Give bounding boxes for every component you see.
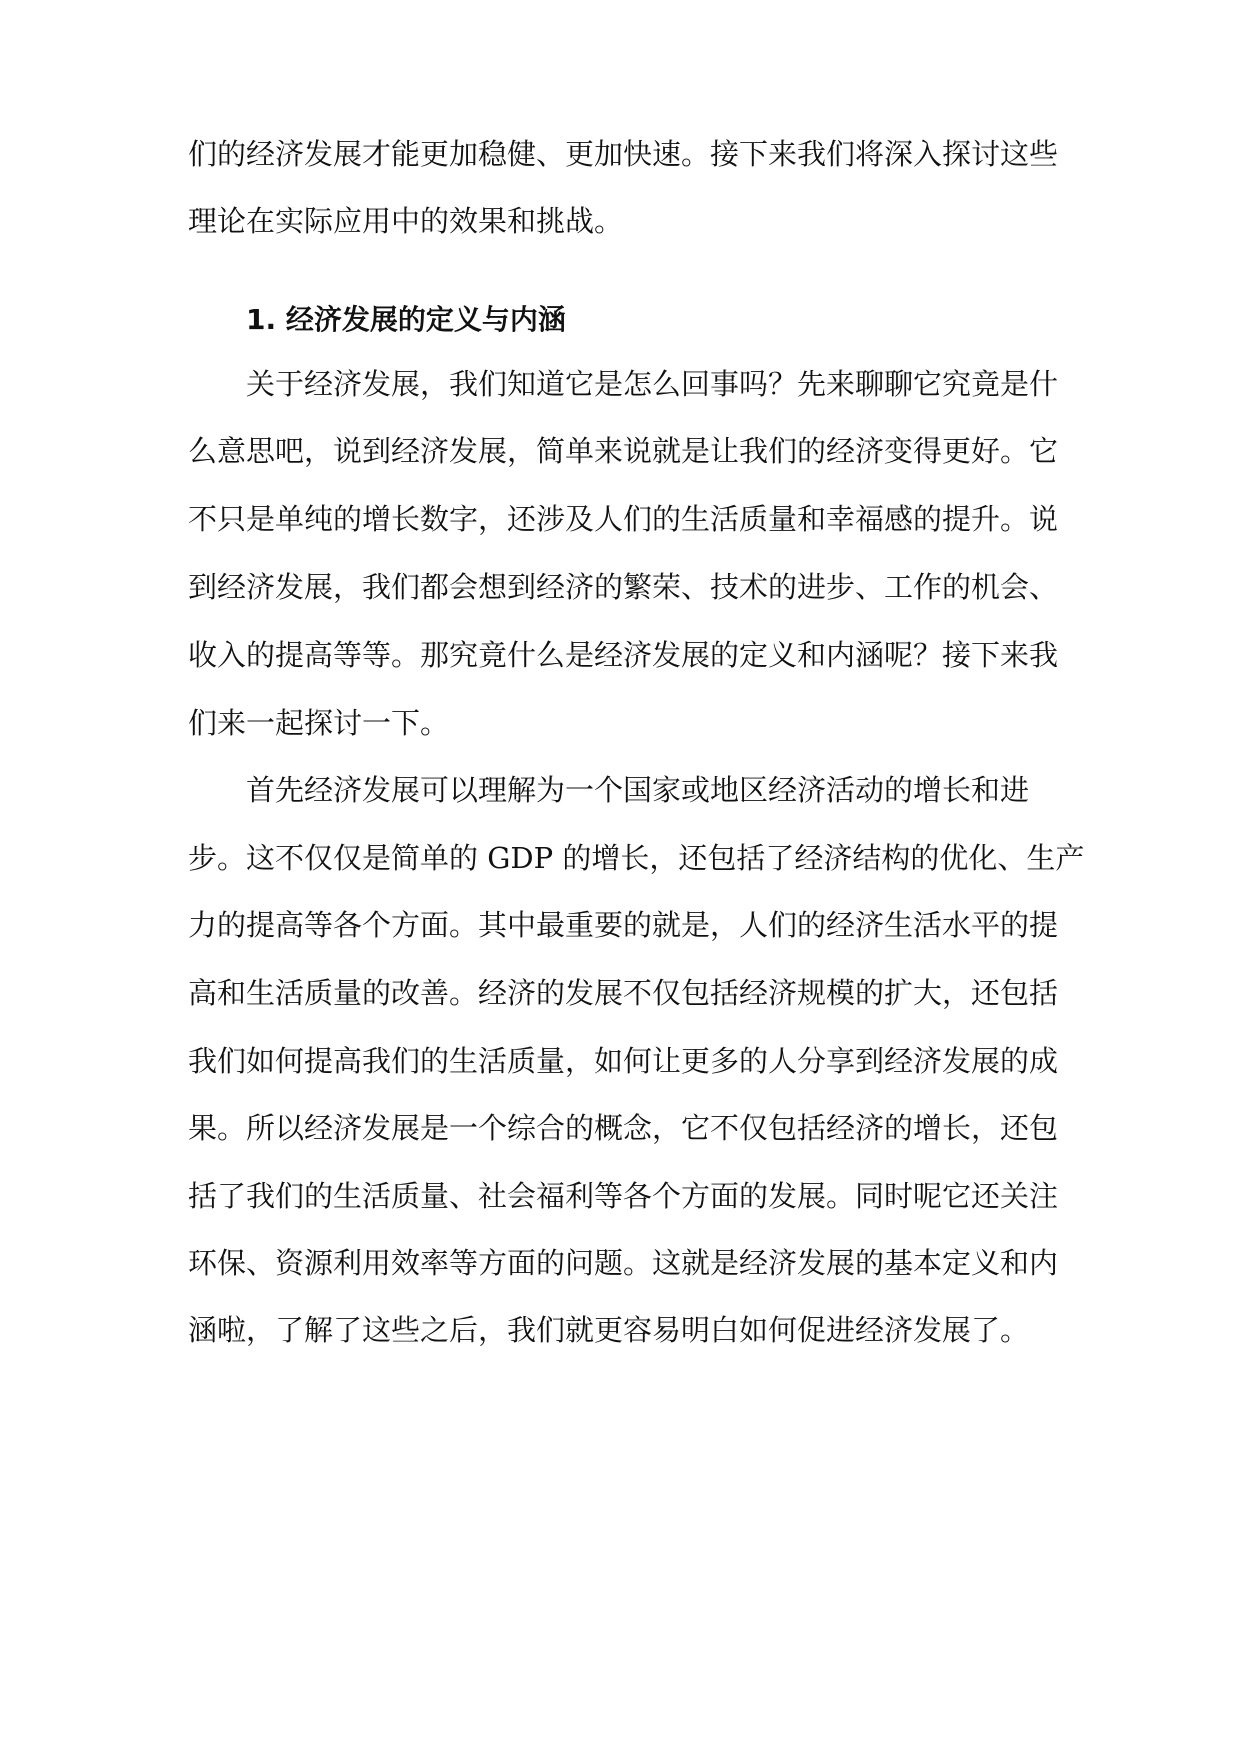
text-line: 到经济发展，我们都会想到经济的繁荣、技术的进步、工作的机会、: [188, 570, 1059, 604]
text-line: 括了我们的生活质量、社会福利等各个方面的发展。同时呢它还关注: [188, 1179, 1059, 1213]
text-line: 收入的提高等等。那究竟什么是经济发展的定义和内涵呢？接下来我: [188, 638, 1059, 672]
text-line: 环保、资源利用效率等方面的问题。这就是经济发展的基本定义和内: [188, 1246, 1059, 1280]
text-line: 步。这不仅仅是简单的 GDP 的增长，还包括了经济结构的优化、生产: [188, 841, 1085, 875]
text-line: 们来一起探讨一下。: [188, 706, 450, 740]
section-heading: 1. 经济发展的定义与内涵: [246, 303, 566, 336]
text-line: 涵啦，了解了这些之后，我们就更容易明白如何促进经济发展了。: [188, 1313, 1030, 1347]
text-line: 理论在实际应用中的效果和挑战。: [188, 204, 624, 238]
text-line: 我们如何提高我们的生活质量，如何让更多的人分享到经济发展的成: [188, 1044, 1059, 1078]
text-line: 们的经济发展才能更加稳健、更加快速。接下来我们将深入探讨这些: [188, 137, 1059, 171]
text-line: 关于经济发展，我们知道它是怎么回事吗？先来聊聊它究竟是什: [246, 367, 1059, 401]
text-line: 么意思吧，说到经济发展，简单来说就是让我们的经济变得更好。它: [188, 434, 1059, 468]
text-line: 果。所以经济发展是一个综合的概念，它不仅包括经济的增长，还包: [188, 1111, 1059, 1145]
text-line: 不只是单纯的增长数字，还涉及人们的生活质量和幸福感的提升。说: [188, 502, 1059, 536]
text-line: 高和生活质量的改善。经济的发展不仅包括经济规模的扩大，还包括: [188, 976, 1059, 1010]
text-line: 力的提高等各个方面。其中最重要的就是，人们的经济生活水平的提: [188, 908, 1059, 942]
text-line: 首先经济发展可以理解为一个国家或地区经济活动的增长和进: [246, 773, 1030, 807]
